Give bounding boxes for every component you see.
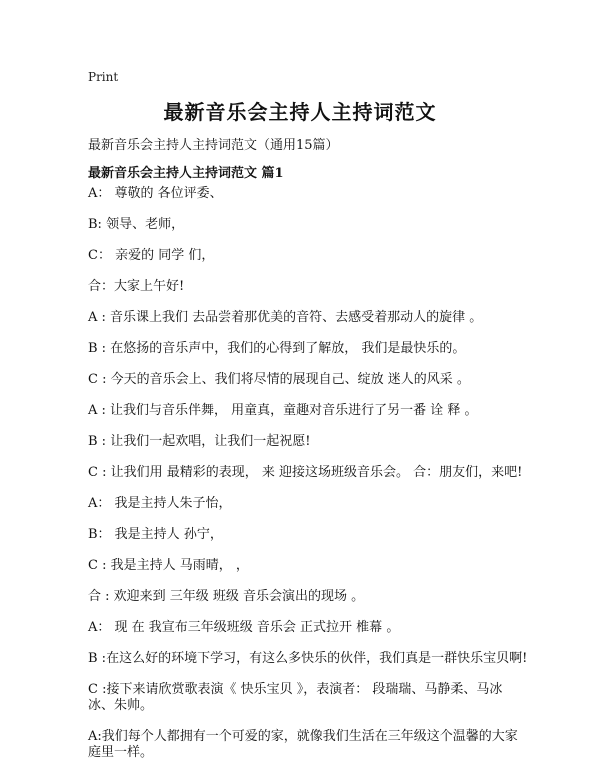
script-line: 合 : 欢迎来到 三年级 班级 音乐会演出的现场 。 — [88, 589, 365, 604]
script-line: A:我们每个人都拥有一个可爱的家，就像我们生活在三年级这个温馨的大家庭里一样。 — [88, 729, 518, 760]
script-line: B： 我是主持人 孙宁， — [88, 527, 223, 542]
script-line: B :在这么好的环境下学习，有这么多快乐的伙伴，我们真是一群快乐宝贝啊! — [88, 651, 528, 666]
print-label: Print — [88, 70, 119, 84]
script-line: A： 我是主持人朱子怡， — [88, 496, 232, 511]
document-subtitle: 最新音乐会主持人主持词范文（通用15篇） — [88, 138, 339, 153]
script-line: A : 让我们与音乐伴舞， 用童真，童趣对音乐进行了另一番 诠 释 。 — [88, 403, 478, 418]
script-line: 合：大家上午好! — [88, 279, 185, 294]
script-line: A： 现 在 我宣布三年级班级 音乐会 正式拉开 椎幕 。 — [88, 620, 400, 635]
document-title: 最新音乐会主持人主持词范文 — [163, 100, 437, 124]
script-line: B: 领导、老师， — [88, 217, 185, 232]
script-line: B : 让我们一起欢唱，让我们一起祝愿! — [88, 434, 311, 449]
script-line: C : 我是主持人 马雨晴， ， — [88, 558, 249, 573]
script-line: A : 音乐课上我们 去品尝着那优美的音符、去感受着那动人的旋律 。 — [88, 310, 483, 325]
script-line: B : 在悠扬的音乐声中，我们的心得到了解放， 我们是最快乐的。 — [88, 341, 466, 356]
script-lines — [88, 186, 528, 761]
script-line: C : 今天的音乐会上、我们将尽情的展现自己、绽放 迷人的风采 。 — [88, 372, 470, 387]
script-line: C： 亲爱的 同学 们， — [88, 248, 215, 263]
script-line: C : 让我们用 最精彩的表现， 来 迎接这场班级音乐会。 合：朋友们，来吧! — [88, 465, 523, 480]
script-line: C :接下来请欣赏歌表演《 快乐宝贝 》，表演者： 段瑞瑞、马静柔、马冰冰、朱帅。 — [88, 682, 503, 713]
script-line: A： 尊敬的 各位评委、 — [88, 186, 223, 201]
section-heading: 最新音乐会主持人主持词范文 篇1 — [88, 166, 284, 181]
